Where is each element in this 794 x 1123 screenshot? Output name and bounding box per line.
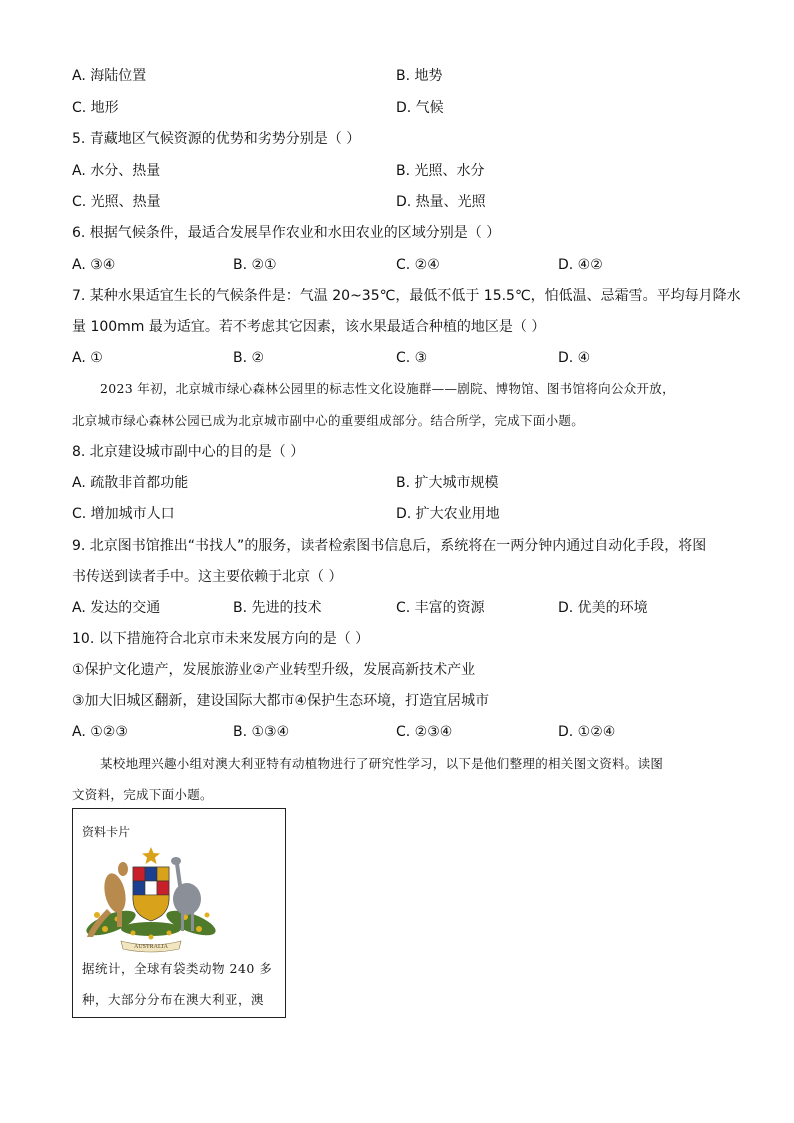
q10-option-b: B. ①③④ bbox=[233, 724, 290, 740]
q7-option-b: B. ② bbox=[233, 350, 265, 366]
q9-option-a: A. 发达的交通 bbox=[72, 600, 161, 616]
q4-option-d: D. 气候 bbox=[396, 100, 444, 116]
australia-coat-of-arms-image bbox=[81, 845, 221, 953]
q6-option-a: A. ③④ bbox=[72, 257, 116, 273]
q6-option-d: D. ④② bbox=[558, 257, 603, 273]
passage-australia-line2: 文资料，完成下面小题。 bbox=[72, 787, 213, 802]
q4-option-b: B. 地势 bbox=[396, 68, 443, 84]
q7-stem-line1: 7. 某种水果适宜生长的气候条件是：气温 20~35℃，最低不低于 15.5℃，怕低温、忌霜雪。平均每月降水 bbox=[72, 288, 741, 304]
q7-option-c: C. ③ bbox=[396, 350, 428, 366]
commonwealth-star bbox=[142, 847, 160, 864]
q8-option-a: A. 疏散非首都功能 bbox=[72, 475, 189, 491]
q4-option-c: C. 地形 bbox=[72, 100, 119, 116]
q6-option-b: B. ②① bbox=[233, 257, 277, 273]
q7-stem-line2: 量 100mm 最为适宜。若不考虑其它因素，该水果最适合种植的地区是（ ） bbox=[72, 319, 546, 335]
info-card-text-line2: 种，大部分分布在澳大利亚，澳 bbox=[82, 992, 265, 1007]
q9-option-c: C. 丰富的资源 bbox=[396, 600, 485, 616]
q7-option-d: D. ④ bbox=[558, 350, 591, 366]
passage-beijing-line1: 2023 年初，北京城市绿心森林公园里的标志性文化设施群——剧院、博物馆、图书馆将向公众开放， bbox=[100, 381, 675, 396]
q7-option-a: A. ① bbox=[72, 350, 103, 366]
q10-option-c: C. ②③④ bbox=[396, 724, 453, 740]
q9-stem-line1: 9. 北京图书馆推出“书找人”的服务，读者检索图书信息后，系统将在一两分钟内通过自动化手段，将图 bbox=[72, 538, 707, 554]
q8-stem: 8. 北京建设城市副中心的目的是（ ） bbox=[72, 444, 305, 460]
scroll-text: AUSTRALIA bbox=[134, 944, 168, 950]
q5-option-b: B. 光照、水分 bbox=[396, 163, 485, 179]
q10-option-d: D. ①②④ bbox=[558, 724, 616, 740]
q8-option-c: C. 增加城市人口 bbox=[72, 506, 175, 522]
q8-option-b: B. 扩大城市规模 bbox=[396, 475, 499, 491]
q10-items-line2: ③加大旧城区翻新，建设国际大都市④保护生态环境，打造宜居城市 bbox=[72, 693, 490, 709]
passage-australia-line1: 某校地理兴趣小组对澳大利亚特有动植物进行了研究性学习，以下是他们整理的相关图文资料。读图 bbox=[100, 756, 664, 771]
q4-option-a: A. 海陆位置 bbox=[72, 68, 147, 84]
q9-option-b: B. 先进的技术 bbox=[233, 600, 322, 616]
info-card-title: 资料卡片 bbox=[82, 825, 131, 839]
q5-option-c: C. 光照、热量 bbox=[72, 194, 161, 210]
q9-option-d: D. 优美的环境 bbox=[558, 600, 648, 616]
q6-stem: 6. 根据气候条件，最适合发展旱作农业和水田农业的区域分别是（ ） bbox=[72, 225, 501, 241]
passage-beijing-line2: 北京城市绿心森林公园已成为北京城市副中心的重要组成部分。结合所学，完成下面小题。 bbox=[72, 413, 585, 428]
q8-option-d: D. 扩大农业用地 bbox=[396, 506, 500, 522]
q5-option-d: D. 热量、光照 bbox=[396, 194, 486, 210]
info-card-text-line1: 据统计，全球有袋类动物 240 多 bbox=[82, 961, 273, 976]
shield bbox=[133, 867, 169, 921]
info-card bbox=[72, 808, 286, 1018]
q10-option-a: A. ①②③ bbox=[72, 724, 128, 740]
q6-option-c: C. ②④ bbox=[396, 257, 440, 273]
q5-stem: 5. 青藏地区气候资源的优势和劣势分别是（ ） bbox=[72, 131, 361, 147]
q9-stem-line2: 书传送到读者手中。这主要依赖于北京（ ） bbox=[72, 569, 343, 585]
q10-stem: 10. 以下措施符合北京市未来发展方向的是（ ） bbox=[72, 631, 370, 647]
q10-items-line1: ①保护文化遗产，发展旅游业②产业转型升级，发展高新技术产业 bbox=[72, 662, 476, 678]
q5-option-a: A. 水分、热量 bbox=[72, 163, 161, 179]
